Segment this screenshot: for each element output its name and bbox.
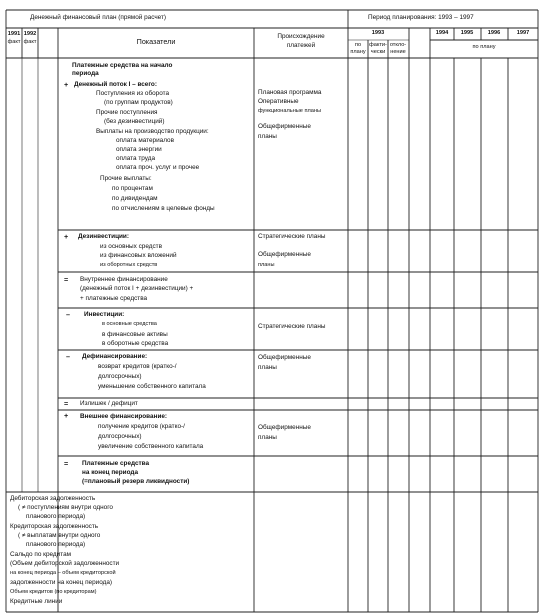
row-line: увеличение собственного капитала (98, 443, 204, 450)
row-line: Поступления из оборота (96, 90, 170, 97)
row-line: по отчислениям в целевые фонды (112, 205, 215, 212)
col-1993-plan-2: плану (350, 49, 366, 55)
col-1992-fact: факт (23, 39, 37, 45)
row-line: (без дезинвестиций) (104, 118, 165, 125)
row-line: (=плановый резерв ликвидности) (82, 478, 190, 485)
origin-text: Общефирменные (258, 123, 311, 130)
col-1991-fact: факт (7, 39, 21, 45)
row-cashflow-title: Денежный поток I – всего: (74, 81, 157, 88)
origin-text: Плановая программа (258, 89, 322, 96)
row-line: из финансовых вложений (100, 252, 177, 259)
sign-minus: – (66, 310, 70, 319)
col-1995: 1995 (460, 30, 474, 36)
col-1991: 1991 (7, 31, 21, 37)
row-line: долгосрочных) (98, 373, 142, 380)
row-line: в финансовые активы (102, 331, 168, 338)
row-internal-financing: Внутреннее финансирование (80, 276, 168, 283)
col-origin-2: платежей (286, 42, 316, 49)
footer-line: планового периода) (26, 513, 86, 520)
col-1992: 1992 (23, 31, 37, 37)
sign-plus: + (64, 232, 69, 241)
row-line: Прочие выплаты: (100, 175, 152, 182)
footer-line: задолженности на конец периода) (10, 579, 113, 586)
footer-line: Дебиторская задолженность (10, 495, 96, 502)
origin-text: Стратегические планы (258, 233, 326, 240)
row-line: оплата проч. услуг и прочее (116, 164, 200, 171)
row-cash-end-title: Платежные средства (82, 460, 150, 467)
col-origin-1: Происхождение (277, 33, 325, 40)
row-line: (денежный поток I + дезинвестиции) + (80, 285, 194, 292)
origin-text: планы (258, 133, 277, 140)
sign-plus: + (64, 80, 69, 89)
row-line: в основные средства (102, 321, 157, 327)
row-disinvest-title: Дезинвестиции: (78, 233, 129, 240)
col-1997: 1997 (516, 30, 530, 36)
row-line: оплата энергии (116, 146, 162, 153)
col-1993-dev-1: откло- (389, 42, 407, 48)
col-1993-fact-2: чески (370, 49, 386, 55)
sign-plus: + (64, 411, 69, 420)
row-line: Выплаты на производство продукции: (96, 128, 209, 135)
sign-equals: = (64, 399, 69, 408)
row-line: по дивидендам (112, 195, 158, 202)
col-1993-fact-1: факти- (369, 42, 387, 48)
footer-line: планового периода) (26, 541, 86, 548)
col-by-plan: по плану (472, 44, 496, 50)
footer-line: Объем кредитов (по кредиторам) (10, 589, 97, 595)
footer-line: на конец периода – объем кредиторской (10, 570, 116, 576)
row-line: на конец периода (82, 469, 139, 476)
footer-line: (Объем дебиторской задолженности (10, 560, 120, 567)
col-1996: 1996 (487, 30, 501, 36)
row-line: оплата труда (116, 155, 156, 162)
col-1993-dev-2: нение (390, 49, 406, 55)
footer-line: ( ≠ поступлениям внутри одного (18, 504, 113, 511)
row-definancing-title: Дефинансирование: (82, 353, 148, 360)
col-1993-plan-1: по (354, 42, 362, 48)
origin-text: планы (258, 262, 275, 268)
footer-line: ( ≠ выплатам внутри одного (18, 532, 101, 539)
row-cash-start-title-2: периода (72, 70, 99, 77)
row-external-financing-title: Внешнее финансирование: (80, 413, 168, 420)
sign-equals: = (64, 275, 69, 284)
row-line: долгосрочных) (98, 433, 142, 440)
origin-text: Стратегические планы (258, 323, 326, 330)
row-line: оплата материалов (116, 137, 174, 144)
col-indicators: Показатели (136, 37, 176, 46)
origin-text: планы (258, 364, 277, 371)
origin-text: Общефирменные (258, 354, 311, 361)
row-line: по процентам (112, 185, 153, 192)
row-line: из основных средств (100, 243, 163, 250)
footer-line: Сальдо по кредитам (10, 551, 72, 558)
plan-title: Денежный финансовый план (прямой расчет) (30, 14, 167, 21)
origin-text: планы (258, 434, 277, 441)
sign-equals: = (64, 459, 69, 468)
sign-minus: – (66, 352, 70, 361)
row-line: (по группам продуктов) (104, 99, 173, 106)
row-line: уменьшение собственного капитала (98, 383, 206, 390)
planning-period: Период планирования: 1993 – 1997 (368, 14, 474, 21)
row-line: возврат кредитов (кратко-/ (98, 363, 177, 370)
row-surplus-deficit: Излишек / дефицит (80, 400, 138, 407)
origin-text: Общефирменные (258, 424, 311, 431)
row-line: + платежные средства (80, 295, 148, 302)
col-1993: 1993 (371, 30, 385, 36)
origin-text: функциональные планы (258, 108, 321, 114)
row-line: из оборотных средств (100, 262, 158, 268)
row-line: получение кредитов (кратко-/ (98, 423, 185, 430)
row-investments-title: Инвестиции: (84, 311, 125, 318)
row-line: в оборотные средства (102, 340, 169, 347)
row-cash-start-title: Платежные средства на начало (72, 62, 173, 69)
row-line: Прочие поступления (96, 109, 158, 116)
origin-text: Оперативные (258, 98, 299, 105)
footer-line: Кредиторская задолженность (10, 523, 99, 530)
origin-text: Общефирменные (258, 251, 311, 258)
footer-line: Кредитные линии (10, 598, 63, 605)
col-1994: 1994 (435, 30, 449, 36)
